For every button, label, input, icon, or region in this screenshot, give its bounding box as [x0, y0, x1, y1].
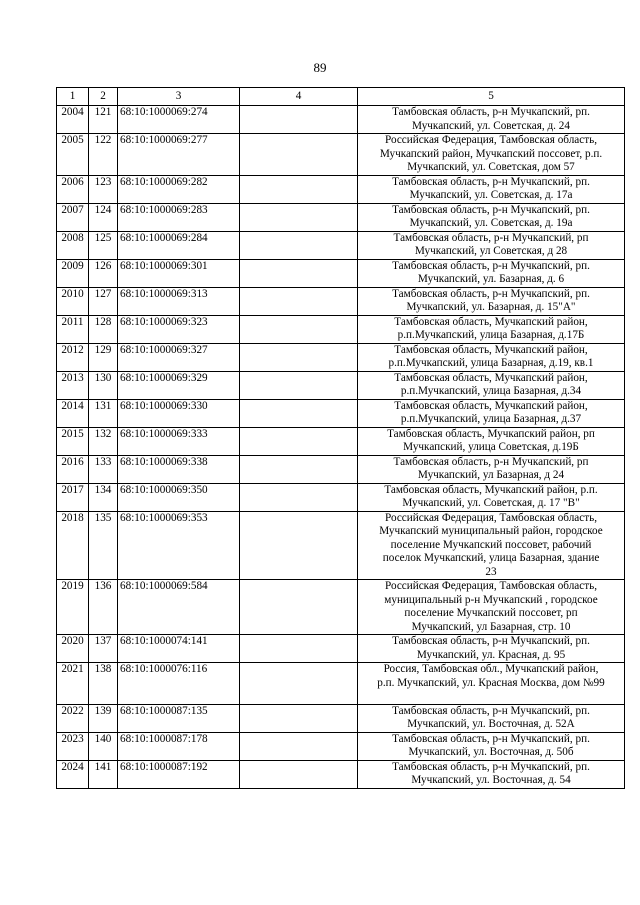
cadastral-number-cell: 68:10:1000076:116	[118, 663, 240, 705]
row-index-cell: 133	[89, 455, 118, 483]
row-index-cell: 121	[89, 106, 118, 134]
registry-table	[56, 87, 625, 789]
column-4-cell	[240, 343, 358, 371]
row-index-cell: 134	[89, 483, 118, 511]
address-line: Тамбовская область, р-н Мучкапский, рп.	[392, 287, 590, 300]
column-4-cell	[240, 175, 358, 203]
row-number-cell: 2004	[57, 106, 89, 134]
address-line: Мучкапский, ул. Советская, д. 17 "В"	[402, 497, 580, 509]
column-4-cell	[240, 455, 358, 483]
address-line: Тамбовская область, р-н Мучкапский, рп.	[392, 175, 590, 188]
row-number-cell: 2024	[57, 760, 89, 788]
address-cell	[358, 663, 625, 705]
table-row	[57, 483, 625, 511]
cadastral-number-cell: 68:10:1000069:329	[118, 371, 240, 399]
column-4-cell	[240, 483, 358, 511]
row-number-cell: 2022	[57, 704, 89, 732]
address-line: Мучкапский, ул Базарная, стр. 10	[411, 620, 571, 633]
row-number-cell: 2005	[57, 134, 89, 176]
row-index-cell: 139	[89, 704, 118, 732]
table-row	[57, 287, 625, 315]
row-index-cell: 122	[89, 134, 118, 176]
column-4-cell	[240, 511, 358, 580]
cadastral-number-cell: 68:10:1000074:141	[118, 635, 240, 663]
column-4-cell	[240, 427, 358, 455]
column-4-cell	[240, 203, 358, 231]
row-number-cell: 2014	[57, 399, 89, 427]
address-cell	[358, 343, 625, 371]
table-row	[57, 635, 625, 663]
table-row	[57, 704, 625, 732]
address-cell	[358, 134, 625, 176]
row-number-cell: 2006	[57, 175, 89, 203]
column-4-cell	[240, 732, 358, 760]
cadastral-number-cell: 68:10:1000069:323	[118, 315, 240, 343]
cadastral-number-cell: 68:10:1000069:338	[118, 455, 240, 483]
cadastral-number-cell: 68:10:1000069:330	[118, 399, 240, 427]
cadastral-number-cell: 68:10:1000069:277	[118, 134, 240, 176]
row-index-cell: 136	[89, 580, 118, 635]
row-number-cell: 2018	[57, 511, 89, 580]
row-number-cell: 2020	[57, 635, 89, 663]
address-line: Тамбовская область, Мучкапский район, р.п.	[384, 483, 598, 496]
address-line: Тамбовская область, Мучкапский район,	[394, 343, 588, 356]
address-line: Мучкапский, ул. Восточная, д. 50б	[408, 746, 574, 758]
address-line: Тамбовская область, р-н Мучкапский, рп.	[392, 732, 590, 745]
row-number-cell: 2015	[57, 427, 89, 455]
row-index-cell: 127	[89, 287, 118, 315]
address-cell	[358, 732, 625, 760]
row-index-cell: 124	[89, 203, 118, 231]
row-index-cell: 125	[89, 231, 118, 259]
table-row	[57, 760, 625, 788]
address-cell	[358, 315, 625, 343]
cadastral-number-cell: 68:10:1000069:282	[118, 175, 240, 203]
table-row	[57, 371, 625, 399]
address-cell	[358, 231, 625, 259]
table-row	[57, 231, 625, 259]
column-4-cell	[240, 315, 358, 343]
address-line: Мучкапский, ул. Советская, д. 24	[412, 119, 570, 132]
address-cell	[358, 175, 625, 203]
address-cell	[358, 203, 625, 231]
column-4-cell	[240, 134, 358, 176]
address-line: поселок Мучкапский, улица Базарная, здание	[382, 552, 600, 564]
table-row	[57, 203, 625, 231]
table-row	[57, 580, 625, 635]
column-4-cell	[240, 704, 358, 732]
row-index-cell: 129	[89, 343, 118, 371]
column-4-cell	[240, 371, 358, 399]
column-4-cell	[240, 231, 358, 259]
table-row	[57, 134, 625, 176]
column-4-cell	[240, 399, 358, 427]
column-4-cell	[240, 760, 358, 788]
row-index-cell: 140	[89, 732, 118, 760]
address-line: Тамбовская область, р-н Мучкапский, рп.	[392, 259, 590, 272]
address-line: Мучкапский, ул. Восточная, д. 54	[411, 774, 571, 786]
address-line: р.п.Мучкапский, улица Базарная, д.19, кв.1	[388, 357, 594, 369]
cadastral-number-cell: 68:10:1000069:283	[118, 203, 240, 231]
address-line: Тамбовская область, Мучкапский район, рп	[387, 427, 595, 440]
row-index-cell: 137	[89, 635, 118, 663]
address-cell	[358, 635, 625, 663]
cadastral-number-cell: 68:10:1000069:353	[118, 511, 240, 580]
row-number-cell: 2019	[57, 580, 89, 635]
address-line: Россия, Тамбовская обл., Мучкапский район,	[383, 663, 599, 675]
row-index-cell: 123	[89, 175, 118, 203]
column-header-1: 1	[57, 88, 89, 106]
cadastral-number-cell: 68:10:1000069:313	[118, 287, 240, 315]
address-line: Мучкапский, ул. Красная, д. 95	[416, 648, 566, 661]
row-number-cell: 2017	[57, 483, 89, 511]
address-line: Тамбовская область, р-н Мучкапский, рп.	[392, 203, 590, 216]
table-header-row	[57, 88, 625, 106]
address-cell	[358, 287, 625, 315]
address-line: 23	[485, 565, 497, 578]
address-line: Российская Федерация, Тамбовская область,	[385, 580, 597, 592]
table-row	[57, 663, 625, 705]
address-line: Тамбовская область, Мучкапский район,	[394, 315, 588, 328]
address-cell	[358, 704, 625, 732]
row-number-cell: 2007	[57, 203, 89, 231]
address-cell	[358, 580, 625, 635]
address-line: р.п.Мучкапский, улица Базарная, д.37	[400, 413, 582, 425]
cadastral-number-cell: 68:10:1000069:350	[118, 483, 240, 511]
cadastral-number-cell: 68:10:1000069:301	[118, 259, 240, 287]
page-number: 89	[313, 60, 327, 75]
address-line: Тамбовская область, р-н Мучкапский, рп.	[392, 704, 590, 717]
column-4-cell	[240, 259, 358, 287]
address-line: Российская Федерация, Тамбовская область,	[385, 511, 597, 524]
table-row	[57, 427, 625, 455]
table-row	[57, 175, 625, 203]
address-line: поселение Мучкапский поссовет, рп	[404, 607, 578, 619]
address-cell	[358, 399, 625, 427]
row-index-cell: 126	[89, 259, 118, 287]
table-row	[57, 732, 625, 760]
row-index-cell: 131	[89, 399, 118, 427]
row-number-cell: 2012	[57, 343, 89, 371]
row-index-cell: 138	[89, 663, 118, 705]
row-number-cell: 2010	[57, 287, 89, 315]
column-header-2: 2	[89, 88, 118, 106]
address-line: поселение Мучкапский поссовет, рабочий	[390, 538, 592, 551]
address-cell	[358, 259, 625, 287]
address-line: Мучкапский район, Мучкапский поссовет, р.п.	[379, 147, 603, 160]
address-line: Российская Федерация, Тамбовская область,	[385, 134, 597, 146]
address-line: Тамбовская область, р-н Мучкапский, рп.	[392, 635, 590, 647]
address-line: р.п. Мучкапский, ул. Красная Москва, дом №99	[377, 676, 605, 689]
cadastral-number-cell: 68:10:1000069:274	[118, 106, 240, 134]
address-line: Тамбовская область, р-н Мучкапский, рп	[393, 231, 589, 244]
address-line: Мучкапский, ул. Советская, д. 19а	[409, 217, 573, 229]
column-4-cell	[240, 635, 358, 663]
address-cell	[358, 106, 625, 134]
column-header-4: 4	[240, 88, 358, 106]
cadastral-number-cell: 68:10:1000069:284	[118, 231, 240, 259]
row-index-cell: 141	[89, 760, 118, 788]
address-cell	[358, 427, 625, 455]
row-index-cell: 135	[89, 511, 118, 580]
row-number-cell: 2013	[57, 371, 89, 399]
table-row	[57, 455, 625, 483]
column-4-cell	[240, 106, 358, 134]
address-cell	[358, 371, 625, 399]
row-number-cell: 2021	[57, 663, 89, 705]
column-header-5: 5	[358, 88, 625, 106]
column-header-3: 3	[118, 88, 240, 106]
address-cell	[358, 511, 625, 580]
address-cell	[358, 760, 625, 788]
cadastral-number-cell: 68:10:1000069:333	[118, 427, 240, 455]
address-line: Тамбовская область, р-н Мучкапский, рп	[393, 455, 589, 468]
address-line: Мучкапский, ул. Базарная, д. 6	[417, 273, 565, 285]
registry-table-body	[57, 88, 625, 789]
address-line: Мучкапский, ул. Восточная, д. 52А	[407, 718, 575, 730]
address-line: Мучкапский, ул. Базарная, д. 15"А"	[406, 301, 576, 313]
address-line: муниципальный р-н Мучкапский , городское	[384, 593, 598, 606]
cadastral-number-cell: 68:10:1000087:192	[118, 760, 240, 788]
address-line	[360, 690, 622, 704]
table-row	[57, 399, 625, 427]
row-index-cell: 132	[89, 427, 118, 455]
address-line: Тамбовская область, Мучкапский район,	[394, 371, 588, 384]
column-4-cell	[240, 580, 358, 635]
address-line: Мучкапский, улица Советская, д.19Б	[403, 441, 579, 453]
table-row	[57, 315, 625, 343]
row-index-cell: 130	[89, 371, 118, 399]
address-cell	[358, 483, 625, 511]
address-line: р.п.Мучкапский, улица Базарная, д.17Б	[397, 329, 585, 341]
address-line: Мучкапский муниципальный район, городское	[379, 525, 603, 537]
address-line: р.п.Мучкапский, улица Базарная, д.34	[400, 385, 582, 397]
table-row	[57, 106, 625, 134]
row-number-cell: 2009	[57, 259, 89, 287]
address-cell	[358, 455, 625, 483]
address-line: Тамбовская область, р-н Мучкапский, рп.	[392, 106, 590, 118]
address-line: Мучкапский, ул Базарная, д 24	[417, 469, 565, 481]
address-line: Мучкапский, ул Советская, д 28	[414, 245, 568, 257]
cadastral-number-cell: 68:10:1000087:135	[118, 704, 240, 732]
row-index-cell: 128	[89, 315, 118, 343]
column-4-cell	[240, 663, 358, 705]
row-number-cell: 2023	[57, 732, 89, 760]
row-number-cell: 2011	[57, 315, 89, 343]
address-line: Мучкапский, ул. Советская, дом 57	[407, 161, 575, 173]
table-row	[57, 343, 625, 371]
address-line: Мучкапский, ул. Советская, д. 17а	[409, 189, 573, 201]
table-row	[57, 259, 625, 287]
address-line: Тамбовская область, Мучкапский район,	[394, 399, 588, 412]
table-row	[57, 511, 625, 580]
row-number-cell: 2016	[57, 455, 89, 483]
column-4-cell	[240, 287, 358, 315]
cadastral-number-cell: 68:10:1000087:178	[118, 732, 240, 760]
row-number-cell: 2008	[57, 231, 89, 259]
address-line: Тамбовская область, р-н Мучкапский, рп.	[392, 760, 590, 773]
cadastral-number-cell: 68:10:1000069:584	[118, 580, 240, 635]
cadastral-number-cell: 68:10:1000069:327	[118, 343, 240, 371]
